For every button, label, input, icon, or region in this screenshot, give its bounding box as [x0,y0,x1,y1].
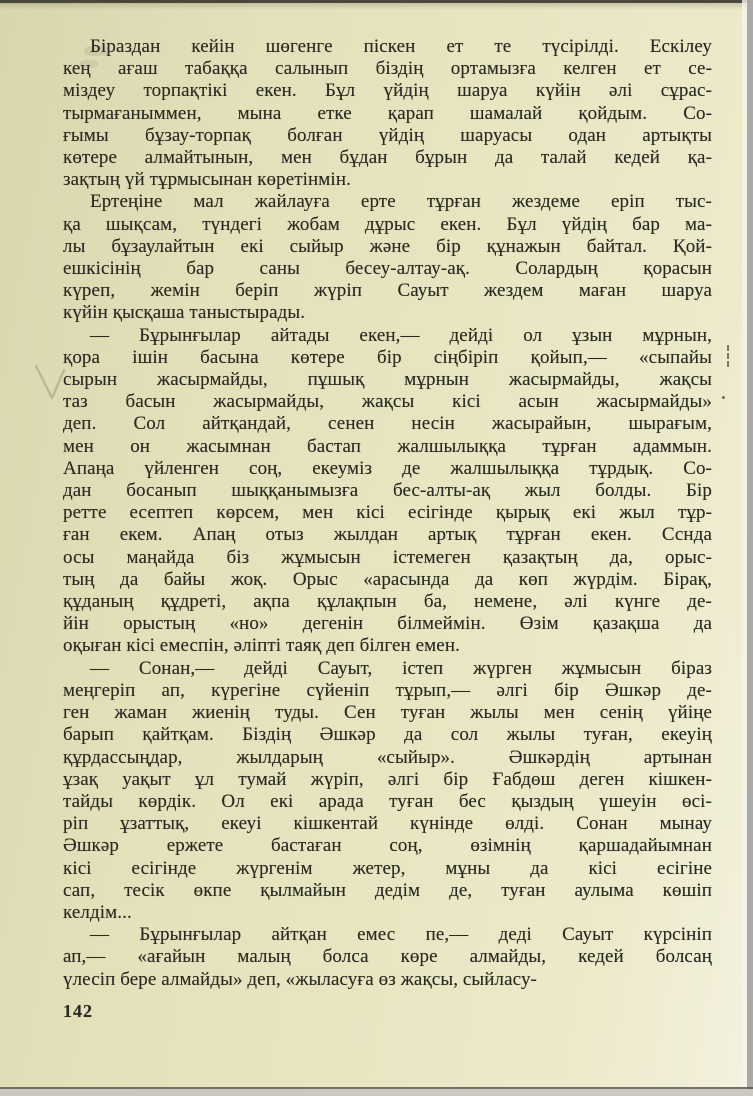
text-line: зақтың үй тұрмысынан көретінмін. [63,169,351,191]
text-line: ретте есептеп көрсем, мен кісі есігінде қырық екі жыл тұр- [63,502,712,524]
text-line: келдім... [63,901,132,923]
text-line: мен он жасымнан бастап жалшылыққа тұрған адаммын. [63,435,712,457]
text-line: ұзақ уақыт ұл тумай жүріп, әлгі бір Ғабдөш деген кішкен- [63,768,712,790]
pencil-margin-dashes [726,343,730,369]
text-line: дан босанып шыққанымызға бес-алты-ақ жыл болды. Бір [63,480,712,502]
text-line: көтере алмайтынын, мен бұдан бұрын да талай кедей қа- [63,147,712,169]
text-line: лы бұзаулайтын екі сыйыр және бір құнажын байтал. Қой- [63,235,712,257]
text-line: кісі есігінде жүргенім жетер, мұны да кісі есігіне [63,857,712,879]
text-line: — Бұрынғылар айтқан емес пе,— деді Сауыт күрсініп [90,924,712,946]
text-line: құданың құдреті, ақпа құлақпын ба, немене, әлі күнге де- [63,591,712,613]
text-line: Біраздан кейін шөгенге піскен ет те түсірілді. Ескілеу [90,36,712,57]
text-line: күйін қысқаша таныстырады. [63,302,306,324]
page-number: 142 [63,1001,93,1021]
text-line: — Бұрынғылар айтады екен,— дейді ол ұзын мұрнын, [90,324,712,346]
scan-edge-top [0,0,753,3]
paragraph [63,924,712,991]
text-line: Ертеңіне мал жайлауға ерте тұрған жездеме еріп тыс- [90,191,712,213]
text-line: ған екем. Апаң отыз жылдан артық тұрған екен. Сснда [63,524,712,546]
text-line: тайды көрдік. Ол екі арада туған бес қыздың үшеуін өсі- [63,790,712,812]
paragraph [63,658,712,924]
text-line: сырын жасырмайды, пұшық мұрнын жасырмайды, жақсы [63,369,712,391]
text-line: деп. Сол айтқандай, сенен несін жасырайын, шырағым, [63,413,712,435]
text-line: кең ағаш табаққа салынып біздің ортамызға келген ет се- [63,58,712,80]
text-line: сап, тесік өкпе қылмайын дедім де, туған аулыма көшіп [63,879,712,901]
text-line: тырмағаныммен, мына етке қарап шамалай қойдым. Со- [63,102,712,124]
scan-edge-right [747,0,753,1096]
text-line: үлесіп бере алмайды» деп, «жыласуға өз жақсы, сыйласу- [63,968,537,990]
text-block [63,36,712,991]
text-line: құрдассыңдар, жылдарың «сыйыр». Әшкәрдің артынан [63,746,712,768]
paragraph [63,36,712,191]
text-line: меңгеріп ап, күрегіне сүйеніп тұрып,— әлгі бір Әшкәр де- [63,679,712,701]
text-line: қа шықсам, түндегі жобам дұрыс екен. Бұл үйдің бар ма- [63,213,712,235]
text-line: — Сонан,— дейді Сауыт, істеп жүрген жұмысын біраз [90,657,712,679]
text-line: барып қайтқам. Біздің Әшкәр да сол жылы туған, екеуің [63,724,712,746]
text-line: міздеу торпақтікі екен. Бұл үйдің шаруа күйін әлі сұрас- [63,80,712,102]
paragraph [63,191,712,324]
text-line: Апаңа үйленген соң, екеуміз де жалшылыққа тұрдық. Со- [63,457,712,479]
scan-edge-bottom [0,1089,753,1096]
text-line: ріп ұзаттық, екеуі кішкентай күнінде өлді. Сонан мынау [63,813,712,835]
text-line: қора ішін басына көтере бір сіңбіріп қойып,— «сыпайы [63,346,712,368]
text-line: осы маңайда біз жұмысын істемеген қазақтың да, орыс- [63,546,712,568]
text-line: тың да байы жоқ. Орыс «арасында да көп жүрдім. Бірақ, [63,568,712,590]
text-line: йін орыстың «но» дегенін білмеймін. Өзім қазақша да [63,613,712,635]
paragraph [63,325,712,658]
text-line: ешкісінің бар саны бесеу-алтау-ақ. Солардың қорасын [63,258,712,280]
text-line: ғымы бұзау-торпақ болған үйдің шаруасы одан артықты [63,124,712,146]
text-line: оқыған кісі емеспін, әліпті таяқ деп білген емен. [63,635,460,657]
text-line: ген жаман жиенің туды. Сен туған жылы мен сенің үйіңе [63,702,712,724]
text-line: Әшкәр ержете бастаған соң, өзімнің қаршадайымнан [63,835,712,857]
pencil-check-icon [30,358,80,408]
text-line: ап,— «ағайын малың болса көре алмайды, кедей болсаң [63,946,712,968]
text-line: күреп, жемін беріп жүріп Сауыт жездем маған шаруа [63,280,712,302]
pencil-margin-dot [722,396,725,399]
text-line: таз басын жасырмайды, жақсы кісі асын жасырмайды» [63,391,712,413]
